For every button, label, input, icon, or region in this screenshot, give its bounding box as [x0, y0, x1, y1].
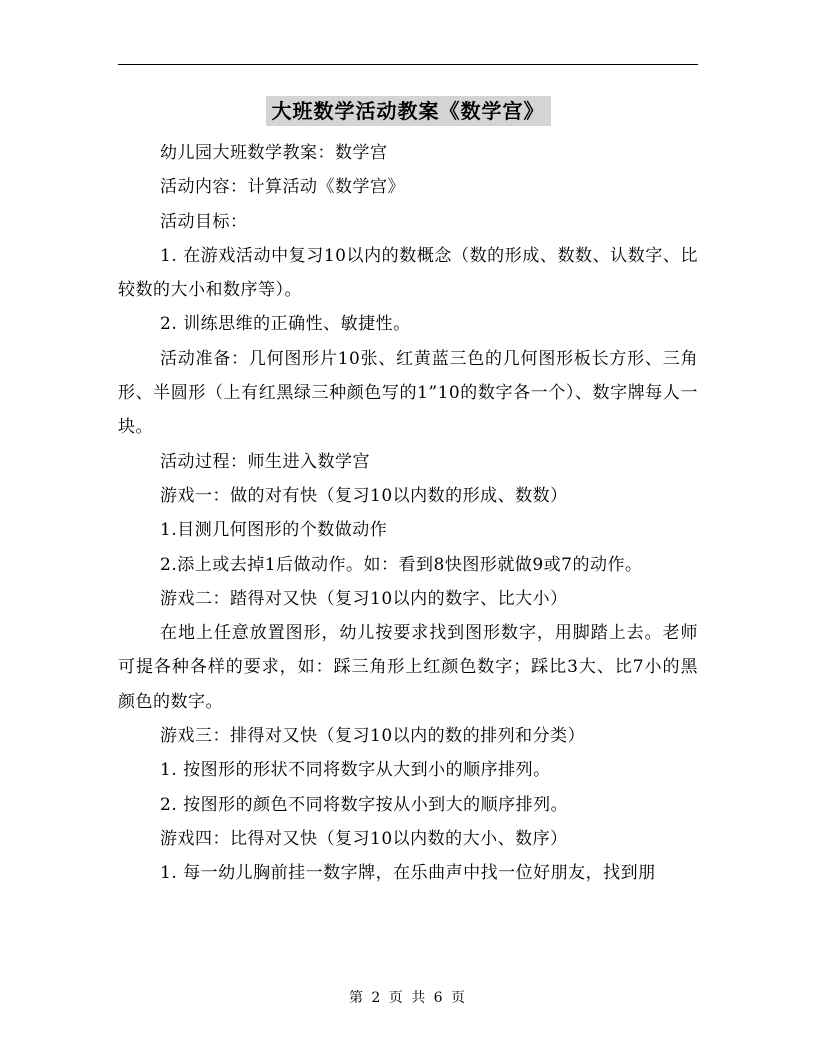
paragraph: 在地上任意放置图形，幼儿按要求找到图形数字，用脚踏上去。老师可提各种各样的要求，如：踩三角形上红颜色数字；踩比3大、比7小的黑颜色的数字。	[118, 623, 698, 712]
paragraph: 2.添上或去掉1后做动作。如：看到8快图形就做9或7的动作。	[160, 554, 643, 575]
paragraph: 2. 按图形的颜色不同将数字按从小到大的顺序排列。	[160, 794, 569, 815]
title-container	[0, 96, 816, 126]
document-title: 大班数学活动教案《数学宫》	[266, 96, 551, 126]
paragraph: 活动准备：几何图形片10张、红黄蓝三色的几何图形板长方形、三角形、半圆形（上有红黑绿三种颜色写的1”10的数字各一个）、数字牌每人一块。	[118, 348, 698, 438]
paragraph: 游戏四：比得对又快（复习10以内数的大小、数序）	[160, 828, 568, 849]
paragraph: 游戏二：踏得对又快（复习10以内的数字、比大小）	[160, 588, 568, 609]
paragraph: 1. 在游戏活动中复习10以内的数概念（数的形成、数数、认数字、比较数的大小和数序等）。	[118, 245, 698, 301]
header-rule	[118, 64, 698, 65]
paragraph: 1.目测几何图形的个数做动作	[160, 520, 388, 541]
paragraph: 活动内容：计算活动《数学宫》	[160, 177, 405, 198]
paragraph: 2. 训练思维的正确性、敏捷性。	[160, 314, 411, 335]
paragraph: 游戏三：排得对又快（复习10以内的数的排列和分类）	[160, 726, 586, 747]
page-footer: 第 2 页 共 6 页	[348, 990, 468, 1006]
paragraph: 活动目标：	[160, 211, 248, 232]
document-body	[118, 136, 698, 891]
paragraph: 幼儿园大班数学教案：数学宫	[160, 143, 388, 163]
paragraph: 1. 每一幼儿胸前挂一数字牌，在乐曲声中找一位好朋友，找到朋	[160, 863, 656, 884]
paragraph: 活动过程：师生进入数学宫	[160, 451, 370, 472]
paragraph: 1. 按图形的形状不同将数字从大到小的顺序排列。	[160, 760, 551, 781]
paragraph: 游戏一：做的对有快（复习10以内数的形成、数数）	[160, 485, 568, 506]
